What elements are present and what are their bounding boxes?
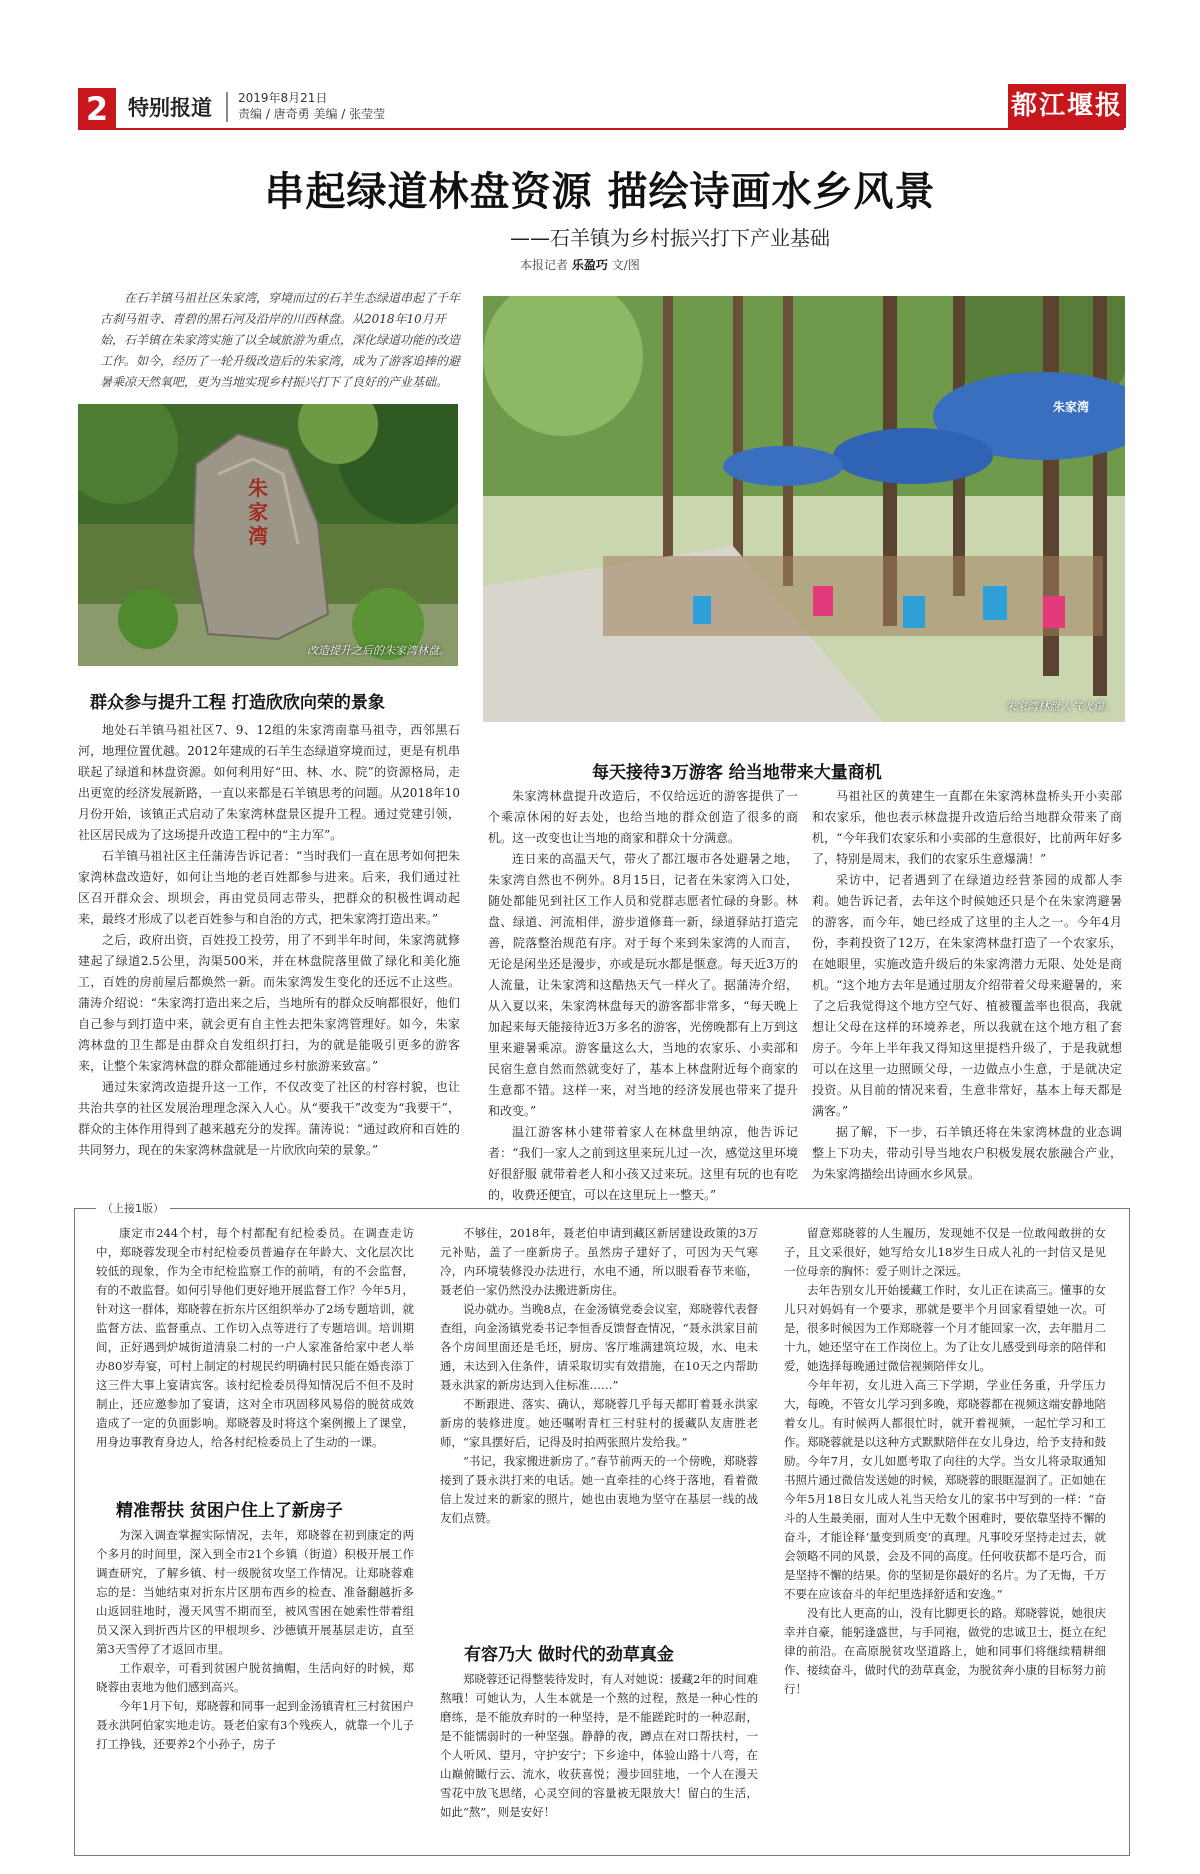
header-meta <box>238 90 385 122</box>
paragraph: 不够住，2018年，聂老伯申请到藏区新居建设政策的3万元补贴，盖了一座新房子。虽然房子建好了，可因为天气寒冷，内环境装修没办法进行，水电不通，所以眼看春节来临，聂老伯一家仍然没办法搬进新房住。 <box>440 1226 758 1297</box>
section2-title: 每天接待3万游客 给当地带来大量商机 <box>592 763 882 783</box>
subheadline: ——石羊镇为乡村振兴打下产业基础 <box>510 226 830 250</box>
photo-stone-landmark <box>78 404 458 666</box>
byline-name: 乐盈巧 <box>571 258 608 272</box>
byline <box>520 256 640 273</box>
paragraph: 今年年初，女儿进入高三下学期，学业任务重，升学压力大，每晚，不管女儿学习到多晚，郑晓蓉都在视频这端安静地陪着女儿。有时候两人都很忙时，就开着视频，一起忙学习和工作。郑晓蓉就是以这种方式默默陪伴在女儿身边，给予支持和鼓励。今年7月，女儿如愿考取了向往的大学。当女儿将录取通知书照片通过微信发送她的时候，郑晓蓉的眼眶湿润了。正如她在今年5月18日女儿成人礼当天给女儿的家书中写到的一样：“奋斗的人生最美丽，面对人生中无数个困难时，要依靠坚持不懈的奋斗，才能诠释‘量变到质变’的真理。凡事咬牙坚持走过去，就会领略不同的风景，会及不同的高度。任何收获都不是巧合，而是坚持不懈的结果。你的坚韧是你最好的名片。为了无悔，千万不要在应该奋斗的年纪里选择舒适和安逸。” <box>784 1378 1106 1601</box>
section-name: 特别报道 <box>128 96 212 120</box>
paragraph: 石羊镇马祖社区主任蒲涛告诉记者：“当时我们一直在思考如何把朱家湾林盘改造好，如何让当地的老百姓都参与进来。后来，我们通过社区召开群众会、坝坝会，再由党员同志带头，把群众的积极性调动起来，最终才形成了以老百姓参与和自治的方式，把朱家湾打造出来。” <box>78 849 460 926</box>
paragraph: 地处石羊镇马祖社区7、9、12组的朱家湾南靠马祖寺，西邻黑石河，地理位置优越。2012年建成的石羊生态绿道穿境而过，更是有机串联起了绿道和林盘资源。如何利用好“田、林、水、院”的资源格局，走出更宽的经济发展新路，一直以来都是石羊镇思考的问题。从2018年10月份开始，该镇正式启动了朱家湾林盘景区提升工程。通过党建引领，社区居民成为了这场提升改造工程中的“主力军”。 <box>78 723 460 842</box>
issue-date: 2019年8月21日 <box>238 91 328 105</box>
editors: 责编 / 唐奇勇 美编 / 张莹莹 <box>238 107 386 121</box>
photo1-caption: 改造提升之后的朱家湾林盘。 <box>307 644 450 657</box>
paragraph: 康定市244个村，每个村都配有纪检委员。在调查走访中，郑晓蓉发现全市村纪检委员普遍存在年龄大、文化层次比较低的现象，作为全市纪检监察工作的前哨，有的不会监督，有的不敢监督。如何引导他们更好地开展监督工作？今年5月，针对这一群体，郑晓蓉在折东片区组织举办了2场专题培训，就监督方法、监督重点、工作切入点等进行了专题培训。培训期间，正好遇到炉城街道清泉二村的一户人家准备给家中老人举办80岁寿宴，可村上制定的村规民约明确村民只能在婚丧添丁这三件大事上宴请宾客。该村纪检委员得知情况后不但不及时制止，还应邀参加了宴请，这对全市巩固移风易俗的脱贫成效造成了一定的负面影响。郑晓蓉及时将这个案例搬上了课堂，用身边事教育身边人，给各村纪检委员上了生动的一课。 <box>96 1226 414 1449</box>
continuation-col2-bottom <box>440 1670 758 1822</box>
umbrella-sign: 朱家湾 <box>1053 400 1090 414</box>
byline-prefix: 本报记者 <box>520 258 569 272</box>
paragraph: 据了解，下一步，石羊镇还将在朱家湾林盘的业态调整上下功夫，带动引导当地农户积极发展农旅融合产业，为朱家湾描绘出诗画水乡风景。 <box>812 1125 1122 1181</box>
paragraph: “书记，我家搬进新房了。”春节前两天的一个傍晚，郑晓蓉接到了聂永洪打来的电话。她一直牵挂的心终于落地，看着微信上发过来的新家的照片，她也由衷地为坚守在基层一线的战友们点赞。 <box>440 1454 758 1525</box>
paragraph: 连日来的高温天气，带火了都江堰市各处避暑之地，朱家湾自然也不例外。8月15日，记者在朱家湾入口处，随处都能见到社区工作人员和党群志愿者忙碌的身影。林盘、绿道、河流相伴，游步道修葺一新，绿道驿站打造完善，院落整治规范有序。对于每个来到朱家湾的人而言，无论是闲坐还是漫步，亦或是玩水都是惬意。每天近3万的人流量，让朱家湾和这酷热天气一样火了。据蒲涛介绍，从入夏以来，朱家湾林盘每天的游客都非常多，“每天晚上加起来每天能接待近3万多名的游客，光傍晚都有上万到这里来避暑乘凉。游客量这么大，当地的农家乐、小卖部和民宿生意自然而然就变好了，基本上林盘附近每个商家的生意都不错。这样一来，对当地的经济发展也带来了提升和改变。” <box>488 852 798 1118</box>
page-number: 2 <box>78 88 116 130</box>
paragraph: 工作艰辛，可看到贫困户脱贫摘帽，生活向好的时候，郑晓蓉由衷地为他们感到高兴。 <box>96 1661 414 1694</box>
continuation-col2-top <box>440 1224 758 1528</box>
paragraph: 温江游客林小建带着家人在林盘里纳凉，他告诉记者：“我们一家人之前到这里来玩儿过一次，感觉这里环境好很舒服 就带着老人和小孩又过来玩。这里有玩的也有吃的，收费还便宜，可以在这里玩上一整天。” <box>488 1125 798 1202</box>
stone-inscription: 朱家湾 <box>248 476 268 548</box>
paragraph: 马祖社区的黄建生一直都在朱家湾林盘桥头开小卖部和农家乐，他也表示林盘提升改造后给当地群众带来了商机，“今年我们农家乐和小卖部的生意很好，比前两年好多了，特别是周末，我们的农家乐生意爆满！” <box>812 789 1122 866</box>
continuation-col1-bottom <box>96 1526 414 1754</box>
paragraph: 采访中，记者遇到了在绿道边经营茶园的成都人李莉。她告诉记者，去年这个时候她还只是个在朱家湾避暑的游客，而今年，她已经成了这里的主人之一。今年4月份，李莉投资了12万，在朱家湾林盘打造了一个农家乐，在她眼里，实施改造升级后的朱家湾潜力无限、处处是商机。“这个地方去年是通过朋友介绍带着父母来避暑的，来了之后我觉得这个地方空气好、植被覆盖率也很高，我就想让父母在这样的环境养老，所以我就在这个地方租了套房子。今年上半年我又得知这里提档升级了，于是我就想可以在这里一边照顾父母，一边做点小生意，于是就决定投资。从目前的情况来看，生意非常好，基本上每天都是满客。” <box>812 873 1122 1118</box>
continuation-col1-top <box>96 1224 414 1452</box>
byline-suffix: 文/图 <box>611 258 640 272</box>
paragraph: 去年告别女儿开始援藏工作时，女儿正在读高三。懂事的女儿只对妈妈有一个要求，那就是要半个月回家看望她一次。可是，很多时候因为工作郑晓蓉一个月才能回家一次，去年腊月二十九，她还坚守在工作岗位上。为了让女儿感受到母亲的陪伴和爱，她选择每晚通过微信视频陪伴女儿。 <box>784 1283 1106 1373</box>
paragraph: 朱家湾林盘提升改造后，不仅给远近的游客提供了一个乘凉休闲的好去处，也给当地的群众创造了很多的商机。这一改变也让当地的商家和群众十分满意。 <box>488 789 798 845</box>
section2-body-col1 <box>488 786 798 1206</box>
section2-body-col2 <box>812 786 1122 1185</box>
paragraph: 之后，政府出资，百姓投工投劳，用了不到半年时间，朱家湾就修建起了绿道2.5公里，沟渠500米，并在林盘院落里做了绿化和美化施工，百姓的房前屋后都焕然一新。而朱家湾发生变化的还远不止这些。蒲涛介绍说：“朱家湾打造出来之后，当地所有的群众反响都很好，他们自己参与到打造中来，就会更有自主性去把朱家湾管理好。如今，朱家湾林盘的卫生都是由群众自发组织打扫，为的就是能吸引更多的游客来，让整个朱家湾林盘的群众都能通过乡村旅游来致富。” <box>78 933 460 1073</box>
continuation-col1-title: 精准帮扶 贫困户住上了新房子 <box>116 1501 343 1521</box>
headline: 串起绿道林盘资源 描绘诗画水乡风景 <box>264 168 936 215</box>
paragraph: 说办就办。当晚8点，在金汤镇党委会议室，郑晓蓉代表督查组，向金汤镇党委书记李恒香反馈督查情况，“聂永洪家目前各个房间里面还是毛坯，厨房、客厅堆满建筑垃圾，水、电未通，未达到入住条件，请采取切实有效措施，在10天之内帮助聂永洪家的新房达到入住标准……” <box>440 1302 758 1392</box>
continuation-label: （上接1版） <box>96 1200 170 1216</box>
photo2-caption: 朱家湾林盘人气火爆。 <box>1005 700 1115 713</box>
header-divider <box>226 92 228 122</box>
paragraph: 为深入调查掌握实际情况，去年，郑晓蓉在初到康定的两个多月的时间里，深入到全市21个乡镇（街道）积极开展工作调查研究，了解乡镇、村一级脱贫攻坚工作情况。让郑晓蓉难忘的是：当她结束对折东片区朋布西乡的检查、准备翻越折多山返回驻地时，漫天风雪不期而至，被风雪困在她索性带着组员又深入到折西片区的甲根坝乡、沙德镇开展基层走访，直至第3天雪停了才返回市里。 <box>96 1528 414 1656</box>
header-rule <box>78 128 1124 130</box>
photo-linpan-crowd <box>483 296 1125 722</box>
paragraph: 留意郑晓蓉的人生履历，发现她不仅是一位敢闯敢拼的女子，且文采很好，她写给女儿18岁生日成人礼的一封信又是见一位母亲的胸怀：爱子则计之深远。 <box>784 1226 1106 1278</box>
paragraph: 不断跟进、落实、确认，郑晓蓉几乎每天都盯着聂永洪家新房的装修进度。她还嘱咐青杠三村驻村的援藏队友唐胜老师，“家具摆好后，记得及时拍两张照片发给我。” <box>440 1397 758 1449</box>
newspaper-logo: 都江堰报 <box>1008 84 1126 128</box>
section1-body <box>78 720 460 1161</box>
paragraph: 今年1月下旬，郑晓蓉和同事一起到金汤镇青杠三村贫困户聂永洪阿伯家实地走访。聂老伯家有3个残疾人，就靠一个儿子打工挣钱，还要养2个小孙子，房子 <box>96 1699 414 1751</box>
paragraph: 通过朱家湾改造提升这一工作，不仅改变了社区的村容村貌，也让共治共享的社区发展治理理念深入人心。从“要我干”改变为“我要干”，群众的主体作用得到了越来越充分的发挥。蒲涛说：“通过政府和百姓的共同努力，现在的朱家湾林盘就是一片欣欣向荣的景象。” <box>78 1080 460 1157</box>
paragraph: 没有比人更高的山，没有比脚更长的路。郑晓蓉说，她很庆幸并自豪，能躬逢盛世，与手同袍，做党的忠诚卫士，挺立在纪律的前沿。在高原脱贫攻坚道路上，她和同事们将继续精耕细作、接续奋斗，做时代的劲草真金，为脱贫奔小康的目标努力前行！ <box>784 1606 1106 1696</box>
photo-crowd-illustration <box>483 296 1125 722</box>
lede: 在石羊镇马祖社区朱家湾，穿境而过的石羊生态绿道串起了千年古刹马祖寺、青碧的黑石河及沿岸的川西林盘。从2018年10月开始，石羊镇在朱家湾实施了以全域旅游为重点，深化绿道功能的改造工作。如今，经历了一轮升级改造后的朱家湾，成为了游客追捧的避暑乘凉天然氧吧，更为当地实现乡村振兴打下了良好的产业基础。 <box>100 291 461 389</box>
continuation-col2-title: 有容乃大 做时代的劲草真金 <box>464 1645 674 1665</box>
continuation-col3 <box>784 1224 1106 1699</box>
paragraph: 郑晓蓉还记得整装待发时，有人对她说：援藏2年的时间难熬哦！可她认为，人生本就是一个熬的过程，熬是一种心性的磨练，是不能放弃时的一种坚持，是不能蹉跎时的一种忍耐，是不能懦弱时的一种坚强。静静的夜，蹲点在对口帮扶村，一个人听风、望月，守护安宁；下乡途中，体验山路十八弯，在山巅俯瞰行云、流水，收获喜悦；漫步回驻地，一个人在漫天雪花中放飞思绪，心灵空间的容量被无限放大！留白的生活，如此“熬”，则是安好！ <box>440 1672 758 1819</box>
section1-title: 群众参与提升工程 打造欣欣向荣的景象 <box>90 693 385 713</box>
